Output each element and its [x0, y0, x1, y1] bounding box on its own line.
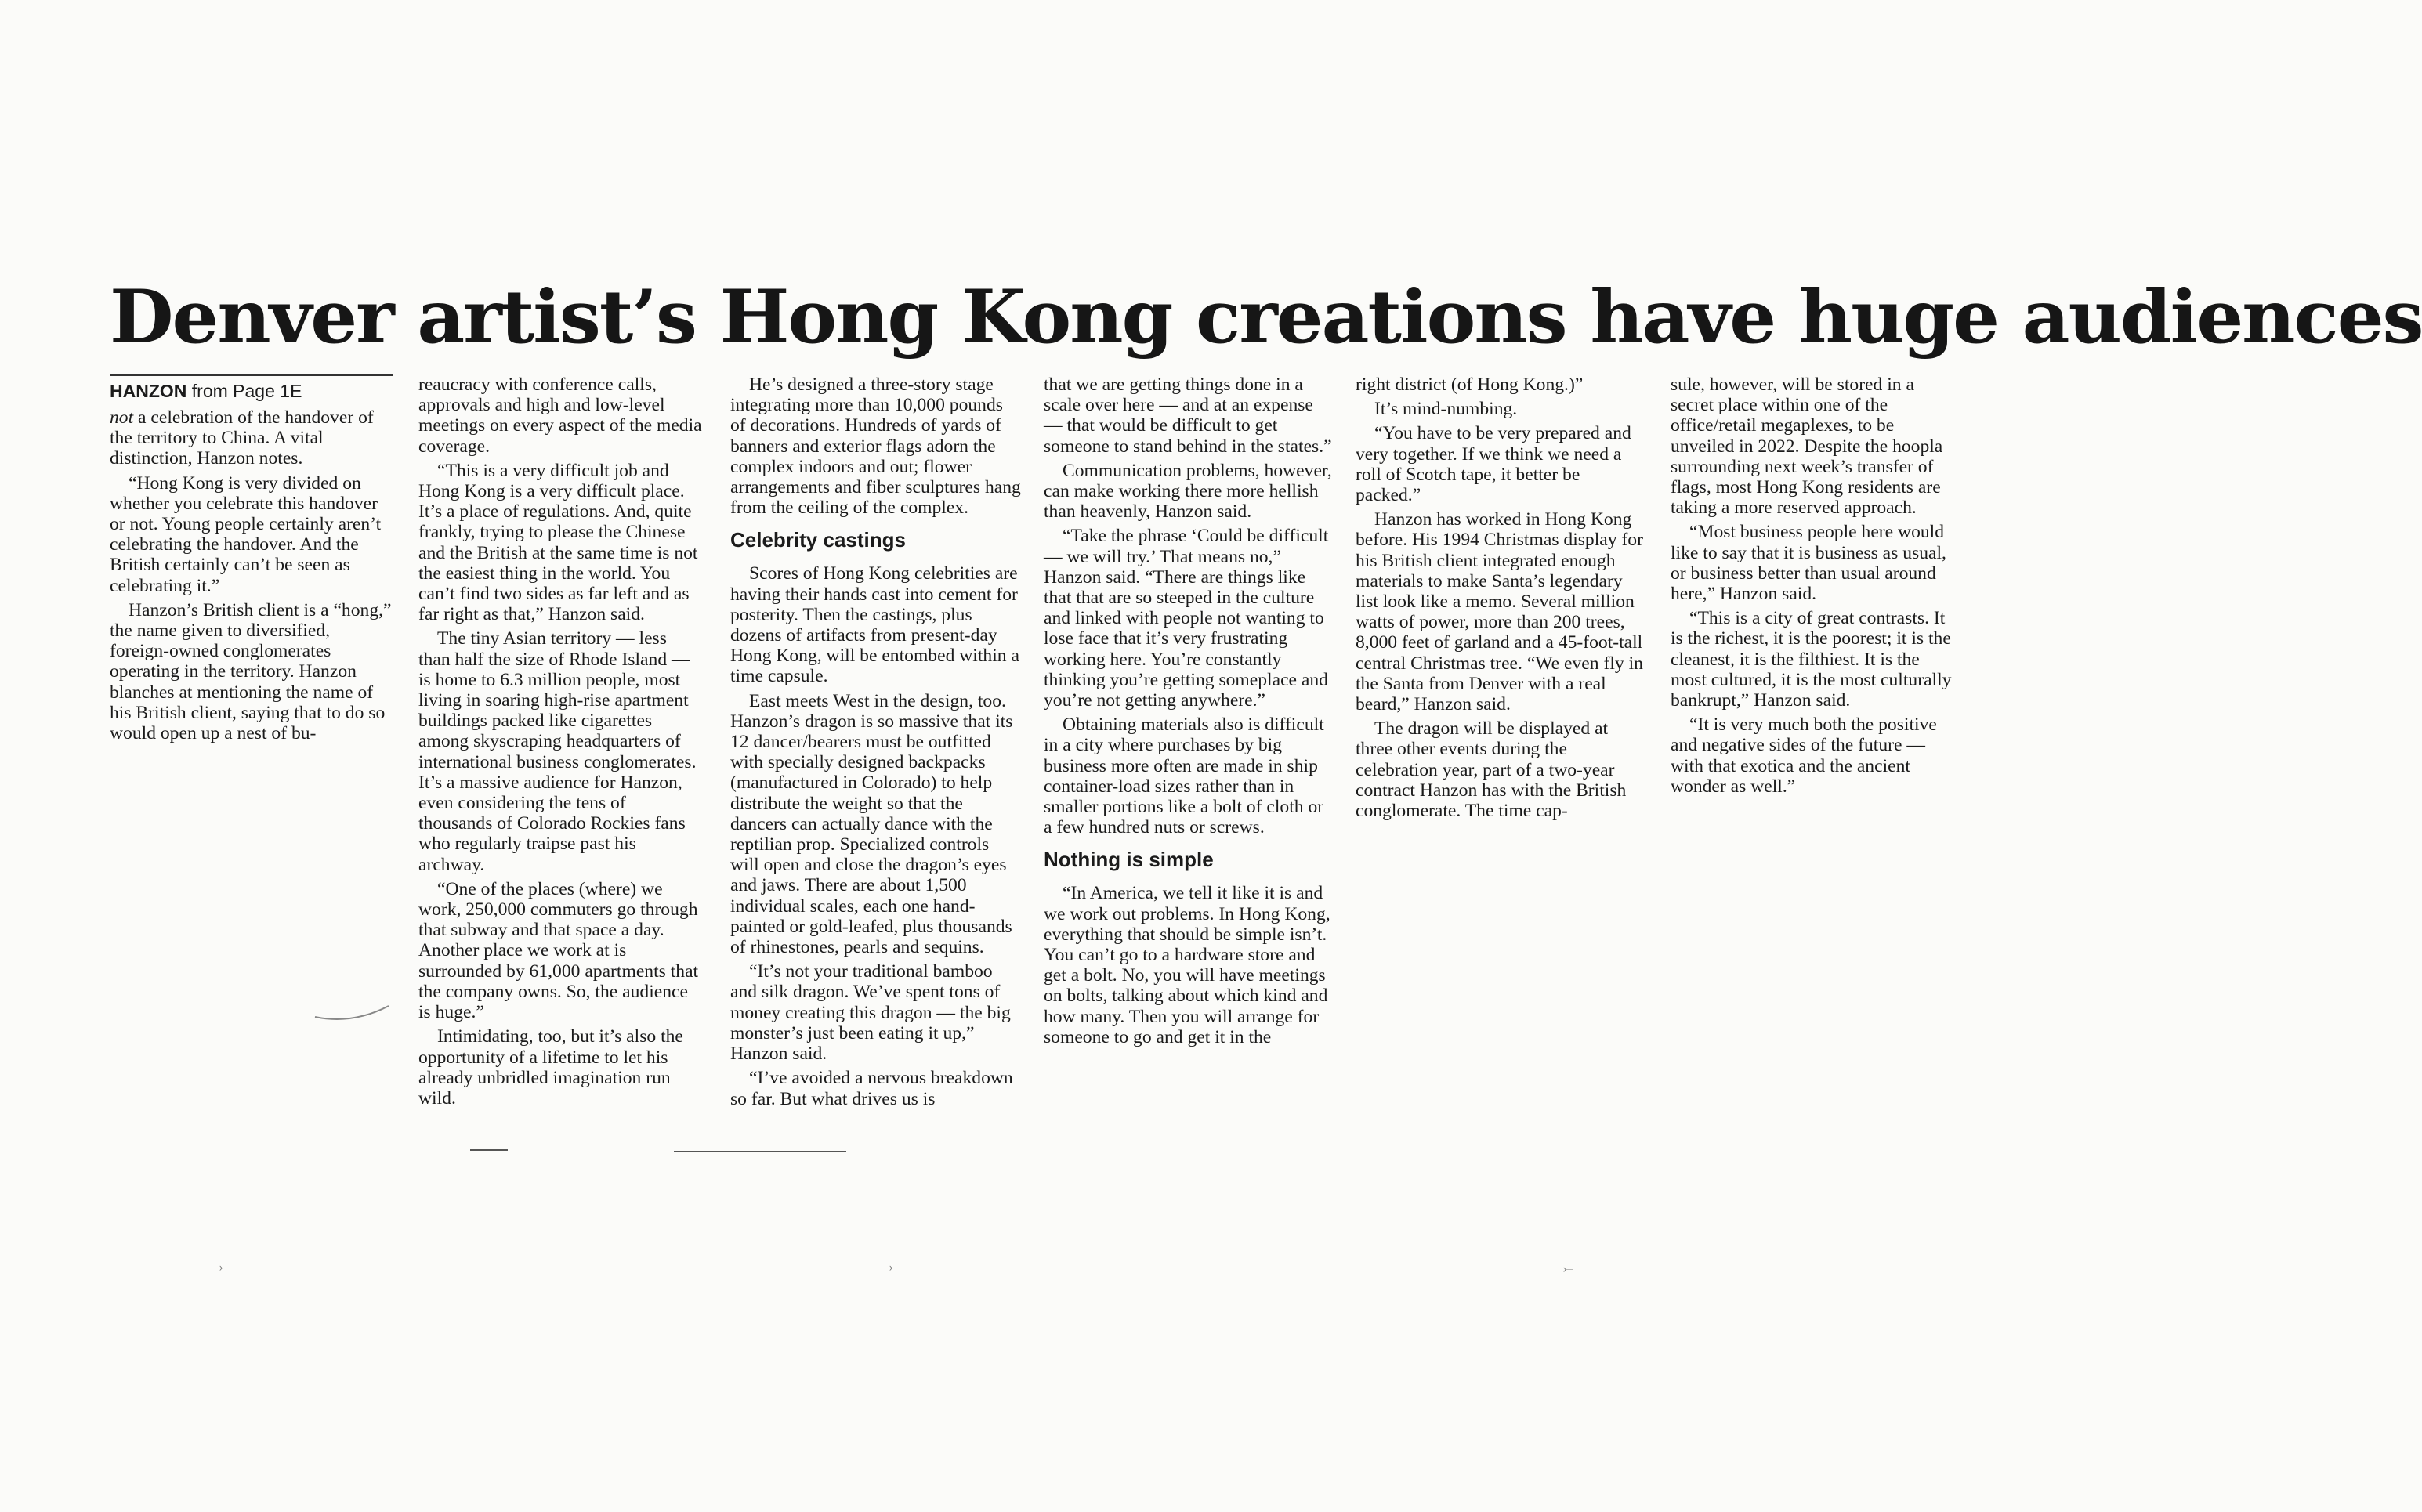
- paragraph: reaucracy with conference calls, approvals and high and low-level meetings on every aspect of the media coverage.: [418, 374, 702, 457]
- paragraph: “It’s not your traditional bamboo and silk dragon. We’ve spent tons of money creating this dragon — the big monster’s just been eating it up,” Hanzon said.: [730, 961, 1011, 1065]
- paragraph: “Most business people here would like to say that it is business as usual, or business better than usual around here,” Hanzon said.: [1671, 522, 1946, 605]
- article-column-5: [1356, 374, 1645, 821]
- paragraph: sule, however, will be stored in a secret place within one of the office/retail megaplexes, to be unveiled in 2022. Despite the hoopla surrounding next week’s transfer of flags, most Hong Kong residents are taking a more reserved approach.: [1671, 374, 1943, 519]
- scan-artifact-curve: [313, 995, 400, 1026]
- paragraph: East meets West in the design, too. Hanzon’s dragon is so massive that its 12 dancer/bearers must be outfitted with specially designed backpacks (manufactured in Colorado) to help distribute the weight so that the dancers can actually dance with the reptilian prop. Specialized controls will open and close the dragon’s eyes and jaws. There are about 1,500 individual scales, each one hand-painted or gold-leafed, plus thousands of rhinestones, pearls and sequins.: [730, 690, 1013, 958]
- paragraph: “This is a very difficult job and Hong Kong is a very difficult place. It’s a place of regulations. And, quite frankly, trying to please the Chinese and the British at the same time is not the easiest thing in the world. You can’t find two sides as far left and as far right as that,” Hanzon said.: [418, 460, 698, 625]
- paragraph: “In America, we tell it like it is and we work out problems. In Hong Kong, everything that should be simple isn’t. You can’t go to a hardware store and get a bolt. No, you will have meetings on bolts, talking about which kind and how many. Then you will arrange for someone to go and get it in the: [1044, 883, 1330, 1047]
- headline: Denver artist’s Hong Kong creations have huge audiences: [110, 274, 2422, 360]
- jump-page: from Page 1E: [186, 381, 302, 401]
- jump-line: [110, 374, 393, 401]
- scan-mark: ⤚: [219, 1260, 230, 1275]
- paragraph: The tiny Asian territory — less than half the size of Rhode Island — is home to 6.3 million people, most living in soaring high-rise apartment buildings packed like cigarettes among skyscraping headquarters of international business conglomerates. It’s a massive audience for Hanzon, even considering the tens of thousands of Colorado Rockies fans who regularly traipse past his archway.: [418, 628, 697, 875]
- scan-mark: ⤚: [1563, 1261, 1573, 1276]
- paragraph: Hanzon’s British client is a “hong,” the name given to diversified, foreign-owned conglomerates operating in the territory. Hanzon blanches at mentioning the name of his British client, saying that to do so would open up a nest of bu-: [110, 599, 392, 744]
- paragraph: “One of the places (where) we work, 250,000 commuters go through that subway and that space a day. Another place we work at is surrounded by 61,000 apartments that the company owns. So, the audience is huge.”: [418, 878, 699, 1023]
- paragraph: “It is very much both the positive and negative sides of the future — with that exotica and the ancient wonder as well.”: [1671, 714, 1937, 797]
- paragraph: that we are getting things done in a scale over here — and at an expense — that would be difficult to get someone to stand behind in the states.”: [1044, 374, 1332, 457]
- paragraph: “This is a city of great contrasts. It is the richest, it is the poorest; it is the cleanest, it is the filthiest. It is the most cultured, it is the most culturally bankrupt,” Hanzon said.: [1671, 608, 1952, 711]
- article-column-1: [110, 374, 393, 743]
- scan-mark: ⤚: [889, 1260, 900, 1275]
- paragraph: right district (of Hong Kong.)”: [1356, 374, 1584, 395]
- paragraph: Communication problems, however, can make working there more hellish than heavenly, Hanzon said.: [1044, 460, 1332, 523]
- paragraph: “Take the phrase ‘Could be difficult — we will try.’ That means no,” Hanzon said. “There are things like that that are so steeped in the culture and linked with people not wanting to lose face that it’s very frustrating working here. You’re constantly thinking you’re getting someplace and you’re not getting anywhere.”: [1044, 526, 1329, 711]
- subhead-nothing-is-simple: Nothing is simple: [1044, 848, 1214, 872]
- jump-name: HANZON: [110, 381, 187, 401]
- paragraph: It’s mind-numbing.: [1374, 399, 1518, 420]
- paragraph: “Hong Kong is very divided on whether you celebrate this handover or not. Young people certainly aren’t celebrating the handover. And the British certainly can’t be seen as celebrating it.”: [110, 472, 382, 596]
- article-column-2: [418, 374, 702, 1109]
- paragraph: “I’ve avoided a nervous breakdown so far. But what drives us is: [730, 1068, 1013, 1109]
- paragraph: “You have to be very prepared and very together. If we think we need a roll of Scotch tape, it better be packed.”: [1356, 423, 1631, 506]
- paragraph: [110, 407, 393, 469]
- article-column-6: [1671, 374, 1954, 797]
- emphasis-not: not: [110, 407, 134, 428]
- paragraph: Scores of Hong Kong celebrities are having their hands cast into cement for posterity. Then the castings, plus dozens of artifacts from present-day Hong Kong, will be entombed within a time capsule.: [730, 563, 1019, 687]
- paragraph-text: a celebration of the handover of the territory to China. A vital distinction, Hanzon notes.: [110, 407, 374, 469]
- article-column-4: [1044, 374, 1335, 1047]
- paragraph: Intimidating, too, but it’s also the opportunity of a lifetime to let his already unbridled imagination run wild.: [418, 1026, 683, 1109]
- column-end-rule: [674, 1151, 846, 1152]
- subhead-celebrity-castings: Celebrity castings: [730, 528, 906, 552]
- paragraph: Hanzon has worked in Hong Kong before. His 1994 Christmas display for his British client integrated enough materials to make Santa’s legendary list look like a memo. Several million watts of power, more than 200 trees, 8,000 feet of garland and a 45-foot-tall central Christmas tree. “We even fly in the Santa from Denver with a real beard,” Hanzon said.: [1356, 509, 1643, 715]
- article-column-3: [730, 374, 1022, 1109]
- paragraph: Obtaining materials also is difficult in a city where purchases by big business more often are made in ship container-load sizes rather than in smaller portions like a bolt of cloth or a few hundred nuts or screws.: [1044, 714, 1324, 838]
- column-end-rule: [470, 1149, 508, 1151]
- paragraph: The dragon will be displayed at three other events during the celebration year, part of a two-year contract Hanzon has with the British conglomerate. The time cap-: [1356, 718, 1627, 822]
- paragraph: He’s designed a three-story stage integrating more than 10,000 pounds of decorations. Hundreds of yards of banners and exterior flags adorn the complex indoors and out; flower arrangements and fiber sculptures hang from the ceiling of the complex.: [730, 374, 1021, 519]
